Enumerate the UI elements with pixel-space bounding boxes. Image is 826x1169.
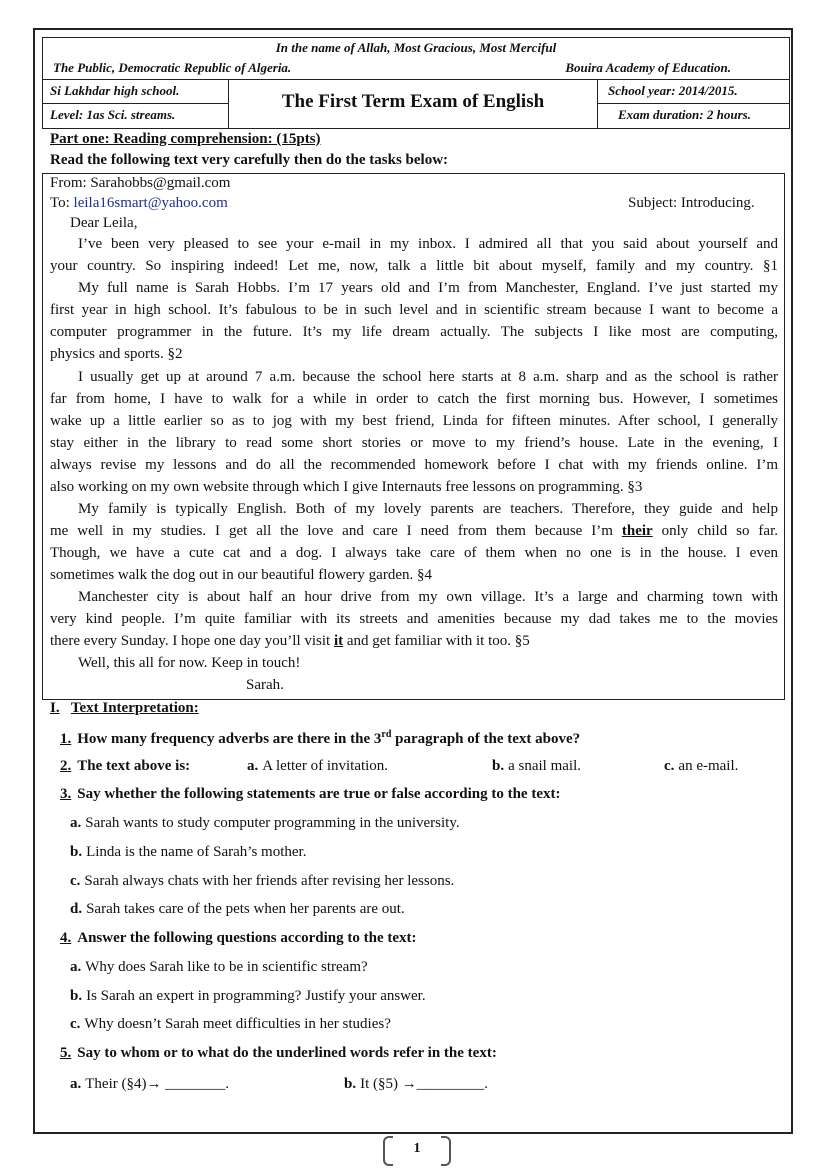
question-1 xyxy=(60,729,580,748)
underlined-it: it xyxy=(333,633,344,649)
option-text: an e-mail. xyxy=(678,758,739,774)
text-span: and get familiar with it too. §5 xyxy=(343,633,530,649)
text-line: physics and sports. §2 xyxy=(50,346,183,362)
item-letter: a. xyxy=(70,1076,82,1092)
item-text: Their (§4)→ ________. xyxy=(85,1076,229,1092)
question-text: The text above is: xyxy=(77,758,191,774)
text-line xyxy=(50,523,778,540)
question-number: 4. xyxy=(60,930,72,946)
question-3 xyxy=(60,786,561,803)
option-letter: c. xyxy=(664,758,675,774)
question-5b xyxy=(344,1076,488,1093)
question-text: Say whether the following statements are true or false according to the text: xyxy=(77,786,561,802)
email-to xyxy=(50,195,228,212)
level: Level: 1as Sci. streams. xyxy=(43,104,229,128)
header-top-row xyxy=(43,38,789,80)
item-text: Why doesn’t Sarah meet difficulties in her studies? xyxy=(84,1016,391,1032)
item-text: Sarah wants to study computer programming in the university. xyxy=(85,815,460,831)
question-4a xyxy=(70,959,368,976)
underlined-their: their xyxy=(621,523,653,539)
email-from: From: Sarahobbs@gmail.com xyxy=(50,175,231,191)
question-text: Answer the following questions according to the text: xyxy=(77,930,417,946)
question-number: 2. xyxy=(60,758,72,774)
item-letter: c. xyxy=(70,873,81,889)
text-line: My family is typically English. Both of my lovely parents are teachers. Therefore, they guide and help xyxy=(78,501,778,517)
question-4 xyxy=(60,930,417,947)
exam-duration: Exam duration: 2 hours. xyxy=(597,104,789,128)
question-number: 5. xyxy=(60,1045,72,1061)
text-line: sometimes walk the dog out in our beautiful flowery garden. §4 xyxy=(50,567,432,583)
option-letter: a. xyxy=(247,758,259,774)
question-number: 3. xyxy=(60,786,72,802)
question-number: 1. xyxy=(60,731,72,747)
item-text: Linda is the name of Sarah’s mother. xyxy=(86,844,307,860)
text-line: also working on my own website through which I give Internauts free lessons on programming. §3 xyxy=(50,479,643,495)
text-line: wake up a little earlier so as to jog with my best friend, Linda for fifteen minutes. After school, I generally xyxy=(50,413,778,429)
item-letter: b. xyxy=(344,1076,357,1092)
option-letter: b. xyxy=(492,758,505,774)
bismillah: In the name of Allah, Most Gracious, Most Merciful xyxy=(275,40,557,55)
item-text: Is Sarah an expert in programming? Justify your answer. xyxy=(86,988,426,1004)
text-line xyxy=(50,633,778,650)
text-span: there every Sunday. I hope one day you’ll visit xyxy=(50,633,334,649)
question-text: Say to whom or to what do the underlined words refer in the text: xyxy=(77,1045,497,1061)
bracket-right xyxy=(441,1136,451,1166)
question-2 xyxy=(60,758,190,775)
text-line: far from home, I have to walk for a while in order to catch the first morning bus. However, I sometimes xyxy=(50,391,778,407)
option-c xyxy=(664,758,738,775)
part-one-heading: Part one: Reading comprehension: (15pts) xyxy=(50,131,321,147)
text-span: only child so far. xyxy=(652,523,778,539)
republic-name: The Public, Democratic Republic of Algeria. xyxy=(53,60,292,75)
page-number-box xyxy=(383,1136,451,1164)
option-a xyxy=(247,758,388,775)
text-line: I’ve been very pleased to see your e-mail in my inbox. I admired all that you said about yourself and xyxy=(78,236,778,252)
exam-header xyxy=(42,37,790,129)
page-number: 1 xyxy=(413,1141,421,1156)
text-line: Manchester city is about half an hour drive from my own village. It’s a large and charming town with xyxy=(78,589,778,605)
text-line: I usually get up at around 7 a.m. because the school here starts at 8 a.m. sharp and as the school is rather xyxy=(78,369,778,385)
academy-name: Bouira Academy of Education. xyxy=(565,60,731,75)
email-to-label: To: xyxy=(50,195,74,211)
item-letter: d. xyxy=(70,901,83,917)
statement-d xyxy=(70,901,405,918)
option-text: A letter of invitation. xyxy=(262,758,389,774)
section-heading xyxy=(50,700,199,717)
item-letter: c. xyxy=(70,1016,81,1032)
text-span: me well in my studies. I get all the love and care I need from them because I’m xyxy=(50,523,622,539)
text-line: first year in high school. It’s fabulous to be in such level and in scientific stream because I want to become a xyxy=(50,302,778,318)
email-greeting: Dear Leila, xyxy=(70,215,138,231)
section-number: I. xyxy=(50,700,60,716)
question-4b xyxy=(70,988,426,1005)
statement-a xyxy=(70,815,460,832)
superscript: rd xyxy=(381,729,392,740)
option-text: a snail mail. xyxy=(508,758,581,774)
reading-instruction: Read the following text very carefully then do the tasks below: xyxy=(50,152,449,168)
item-letter: a. xyxy=(70,959,82,975)
item-text: Sarah takes care of the pets when her parents are out. xyxy=(86,901,405,917)
email-to-address: leila16smart@yahoo.com xyxy=(73,195,228,211)
question-5 xyxy=(60,1045,497,1062)
text-line: computer programmer in the future. It’s my life dream actually. The subjects I like most are computing, xyxy=(50,324,778,340)
email-signature: Sarah. xyxy=(246,677,284,693)
text-line: stay either in the library to read some short stories or move to my friend’s house. Late in the evening, I xyxy=(50,435,778,451)
item-text: Sarah always chats with her friends after revising her lessons. xyxy=(84,873,455,889)
option-b xyxy=(492,758,581,775)
text-line: your country. So inspiring indeed! Let me, now, talk a little bit about myself, family and my country. §1 xyxy=(50,258,778,274)
email-subject: Subject: Introducing. xyxy=(628,195,755,211)
text-line: Though, we have a cute cat and a dog. I always take care of them when no one is in the house. I even xyxy=(50,545,778,561)
item-letter: b. xyxy=(70,988,83,1004)
text-line: always revise my lessons and do all the recommended homework before I chat with my friends online. I’m xyxy=(50,457,778,473)
statement-c xyxy=(70,873,454,890)
item-letter: b. xyxy=(70,844,83,860)
question-text: How many frequency adverbs are there in the 3 xyxy=(77,731,382,747)
school-year: School year: 2014/2015. xyxy=(597,80,789,104)
question-5a xyxy=(70,1076,229,1093)
school-name: Si Lakhdar high school. xyxy=(43,80,229,104)
section-title: Text Interpretation: xyxy=(70,700,199,716)
text-line: very kind people. I’m quite familiar with its streets and amenities because my dad takes me to the movies xyxy=(50,611,778,627)
question-4c xyxy=(70,1016,391,1033)
statement-b xyxy=(70,844,306,861)
item-text: Why does Sarah like to be in scientific stream? xyxy=(85,959,368,975)
exam-title: The First Term Exam of English xyxy=(281,91,545,112)
item-letter: a. xyxy=(70,815,82,831)
question-text: paragraph of the text above? xyxy=(391,731,581,747)
item-text: It (§5) →_________. xyxy=(360,1076,488,1092)
text-line: Well, this all for now. Keep in touch! xyxy=(78,655,301,671)
text-line: My full name is Sarah Hobbs. I’m 17 years old and I’m from Manchester, England. I’ve just started my xyxy=(78,280,778,296)
